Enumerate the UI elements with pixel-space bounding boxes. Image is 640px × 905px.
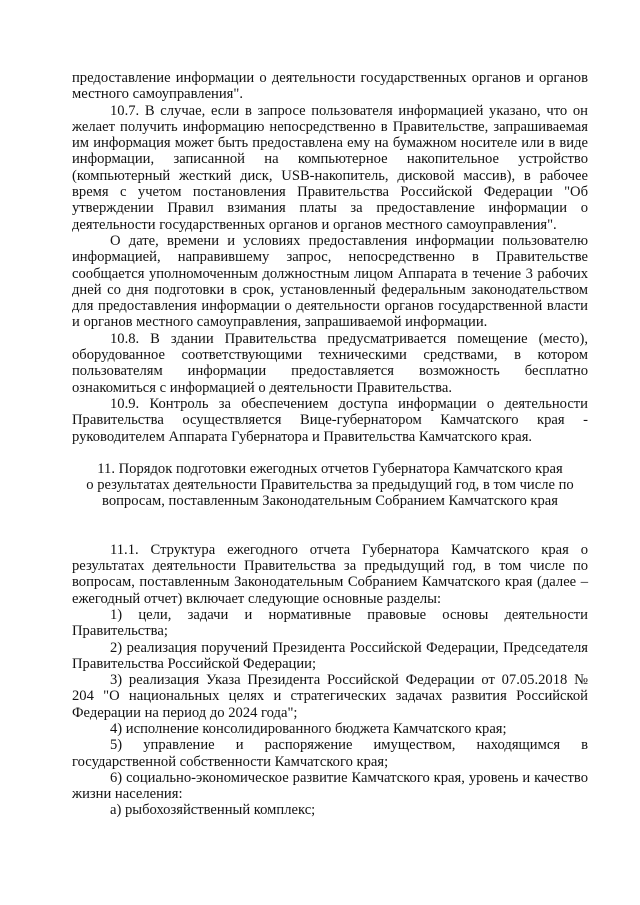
paragraph-10-7: 10.7. В случае, если в запросе пользователя информацией указано, что он желает получить информацию непосредственно в Правительстве, запрашиваемая им информация может быть предоставлена ему на бумажном носителе или в виде информации, записанной на компьютерное накопительное устройство (компьютерный жесткий диск, USB-накопитель, дисковой массив), в рабочее время с учетом постановления Правительства Российской Федерации "Об утверждении Правил взимания платы за предоставление информации о деятельности государственных органов и органов местного самоуправления". bbox=[72, 102, 588, 233]
spacer bbox=[72, 445, 588, 461]
list-item-4: 4) исполнение консолидированного бюджета Камчатского края; bbox=[110, 720, 507, 737]
paragraph-10-9: 10.9. Контроль за обеспечением доступа информации о деятельности Правительства осуществляется Вице-губернатором Камчатского края - руководителем Аппарата Губернатора и Правительства Камчатского края. bbox=[72, 395, 588, 445]
list-item-3: 3) реализация Указа Президента Российской Федерации от 07.05.2018 № 204 "О национальных целях и стратегических задачах развития Российской Федерации на период до 2024 года"; bbox=[72, 672, 588, 721]
list-item-6a: а) рыбохозяйственный комплекс; bbox=[110, 802, 316, 819]
document-body bbox=[72, 70, 588, 819]
section-heading-line: о результатах деятельности Правительства за предыдущий год, в том числе по bbox=[86, 477, 574, 494]
section-heading-11 bbox=[76, 461, 584, 510]
paragraph-11-1: 11.1. Структура ежегодного отчета Губернатора Камчатского края о результатах деятельности Правительства за предыдущий год, в том числе по вопросам, поставленным Законодательным Собранием Камчатского края (далее – ежегодный отчет) включает следующие основные разделы: bbox=[72, 541, 588, 607]
list-item-1: 1) цели, задачи и нормативные правовые основы деятельности Правительства; bbox=[72, 606, 588, 640]
list-item-2: 2) реализация поручений Президента Российской Федерации, Председателя Правительства Российской Федерации; bbox=[72, 639, 588, 672]
paragraph-info-date: О дате, времени и условиях предоставления информации пользователю информацией, направившему запрос, непосредственно в Правительстве сообщается уполномоченным должностным лицом Аппарата в течение 3 рабочих дней со дня подготовки в срок, установленный федеральным законодательством для предоставления информации о деятельности органов государственной власти и органов местного самоуправления, запрашиваемой информации. bbox=[72, 232, 588, 331]
paragraph-10-8: 10.8. В здании Правительства предусматривается помещение (место), оборудованное соответствующими техническими средствами, в котором пользователям информации предоставляется возможность бесплатно ознакомиться с информацией о деятельности Правительства. bbox=[72, 330, 588, 396]
section-heading-line: вопросам, поставленным Законодательным Собранием Камчатского края bbox=[102, 493, 558, 510]
section-heading-line: 11. Порядок подготовки ежегодных отчетов Губернатора Камчатского края bbox=[97, 460, 563, 477]
spacer bbox=[72, 510, 588, 542]
paragraph-continuation: предоставление информации о деятельности государственных органов и органов местного самоуправления". bbox=[72, 70, 588, 103]
list-item-5: 5) управление и распоряжение имуществом, находящимся в государственной собственности Камчатского края; bbox=[72, 737, 588, 770]
list-item-6: 6) социально-экономическое развитие Камчатского края, уровень и качество жизни населения: bbox=[72, 769, 588, 803]
